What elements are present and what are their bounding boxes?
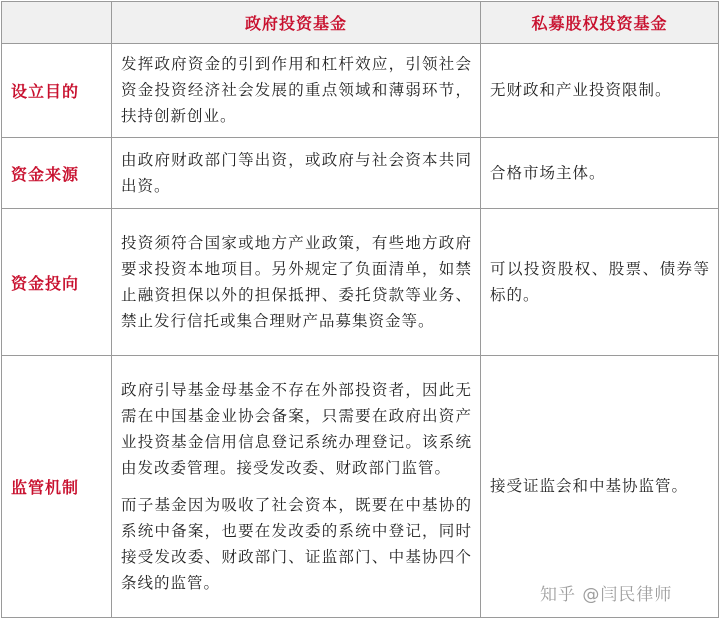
gov-cell bbox=[112, 209, 481, 356]
gov-paragraph: 政府引导基金母基金不存在外部投资者，因此无需在中国基金业协会备案，只需要在政府出资产业投资基金信用信息登记系统办理登记。该系统由发改委管理。接受发改委、财政部门监管。 bbox=[121, 380, 472, 477]
gov-cell bbox=[112, 44, 481, 138]
row-label: 设立目的 bbox=[2, 44, 112, 138]
table-row bbox=[2, 356, 719, 618]
header-pe-fund: 私募股权投资基金 bbox=[481, 2, 719, 44]
gov-paragraph: 投资须符合国家或地方产业政策，有些地方政府要求投资本地项目。另外规定了负面清单，如禁止融资担保以外的担保抵押、委托贷款等业务、禁止发行信托或集合理财产品募集资金等。 bbox=[121, 233, 472, 330]
comparison-table bbox=[1, 1, 719, 618]
pe-cell: 合格市场主体。 bbox=[481, 138, 719, 209]
header-gov-fund: 政府投资基金 bbox=[112, 2, 481, 44]
row-label: 资金来源 bbox=[2, 138, 112, 209]
gov-cell bbox=[112, 138, 481, 209]
table-row bbox=[2, 138, 719, 209]
gov-paragraph: 发挥政府资金的引到作用和杠杆效应，引领社会资金投资经济社会发展的重点领域和薄弱环节，扶持创新创业。 bbox=[121, 55, 472, 125]
table-row bbox=[2, 209, 719, 356]
pe-cell: 接受证监会和中基协监管。 bbox=[481, 356, 719, 618]
header-row bbox=[2, 2, 719, 44]
pe-cell: 无财政和产业投资限制。 bbox=[481, 44, 719, 138]
header-corner bbox=[2, 2, 112, 44]
pe-cell: 可以投资股权、股票、债券等标的。 bbox=[481, 209, 719, 356]
gov-paragraph: 而子基金因为吸收了社会资本，既要在中基协的系统中备案，也要在发改委的系统中登记，同时接受发改委、财政部门、证监部门、中基协四个条线的监管。 bbox=[121, 495, 472, 592]
table-row bbox=[2, 44, 719, 138]
gov-cell bbox=[112, 356, 481, 618]
gov-paragraph: 由政府财政部门等出资，或政府与社会资本共同出资。 bbox=[121, 150, 472, 195]
row-label: 资金投向 bbox=[2, 209, 112, 356]
row-label: 监管机制 bbox=[2, 356, 112, 618]
watermark: 知乎 @闫民律师 bbox=[540, 585, 673, 605]
